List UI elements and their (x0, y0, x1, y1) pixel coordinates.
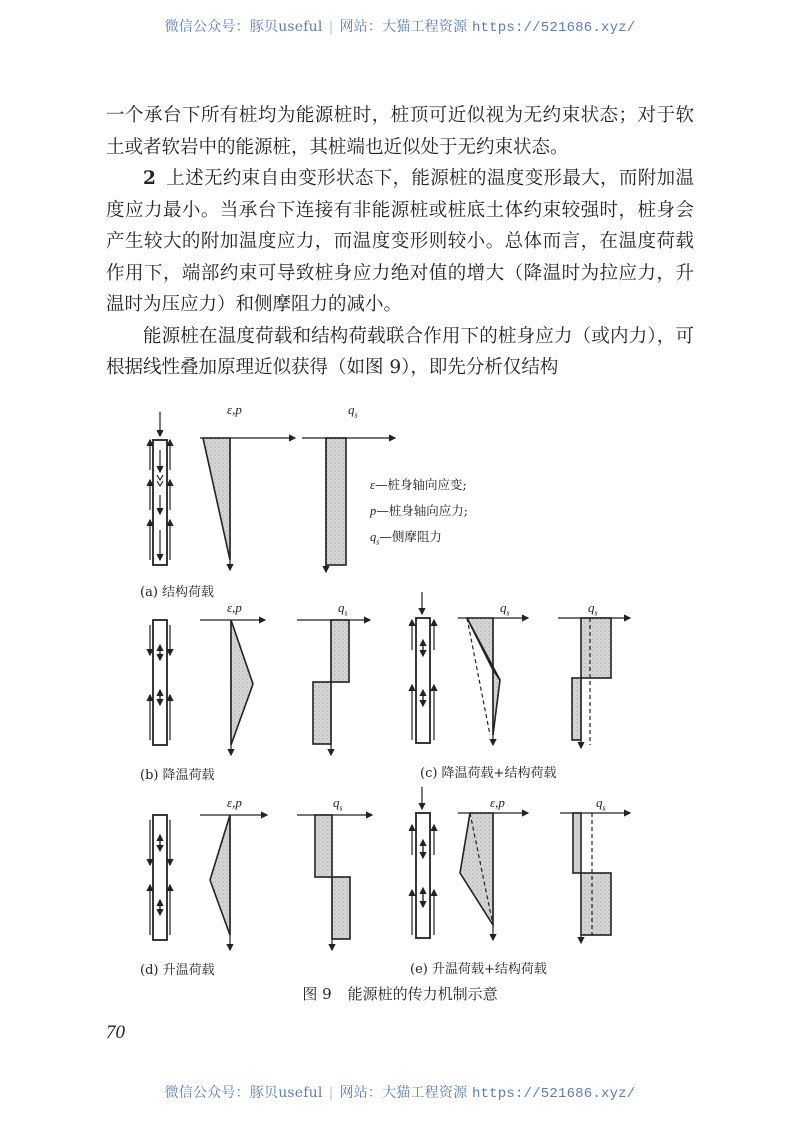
axis-label-d-strain: ε,p (227, 795, 242, 810)
watermark-top (0, 16, 800, 36)
paragraph-3: 能源桩在温度荷载和结构荷载联合作用下的桩身应力（或内力），可根据线性叠加原理近似获得（如图 9），即先分析仅结构 (106, 325, 694, 378)
watermark-bottom (0, 1082, 800, 1102)
panel-b-strain-chart (200, 620, 265, 755)
paragraph-2: 2 上述无约束自由变形状态下，能源桩的温度变形最大，而附加温度应力最小。当承台下连接有非能源桩或桩底土体约束较强时，桩身会产生较大的附加温度应力，而温度变形则较小。总体而言，在温度荷载作用下，端部约束可导致桩身应力绝对值的增大（降温时为拉应力，升温时为压应力）和侧摩阻力的减小。 (106, 168, 694, 315)
watermark-wechat: 微信公众号：豚贝useful (164, 1085, 323, 1101)
paragraph-1: 一个承台下所有桩均为能源桩时，桩顶可近似视为无约束状态；对于软土或者软岩中的能源桩，其桩端也近似处于无约束状态。 (106, 105, 694, 158)
watermark-separator: | (328, 19, 334, 35)
panel-d-strain-chart (200, 815, 267, 950)
watermark-site: 网站：大猫工程资源 (339, 19, 468, 35)
figure-legend (370, 472, 468, 556)
panel-label-b: (b) 降温荷载 (140, 768, 215, 783)
item-number: 2 (143, 168, 156, 189)
watermark-wechat: 微信公众号：豚贝useful (164, 19, 323, 35)
panel-e-pile (412, 787, 434, 938)
panel-d-pile (150, 815, 170, 940)
axis-label-c-strain: $q_s$ (500, 600, 510, 618)
panel-c-strain-chart (458, 618, 528, 745)
panel-label-e: (e) 升温荷载+结构荷载 (410, 962, 547, 977)
panel-d-friction-chart (297, 815, 372, 950)
panel-label-c: (c) 降温荷载+结构荷载 (420, 766, 557, 781)
legend-item-strain: ε—桩身轴向应变; (370, 477, 467, 492)
axis-label-a-friction: $q_s$ (348, 402, 358, 420)
page-number: 70 (106, 1022, 125, 1043)
axis-label-e-strain: ε,p (490, 795, 505, 810)
axis-label-b-friction: $q_s$ (338, 600, 348, 618)
watermark-url[interactable]: https://521686.xyz/ (471, 20, 636, 36)
figure-9 (130, 402, 650, 978)
figure-title: 能源桩的传力机制示意 (347, 985, 498, 1003)
body-text (106, 100, 694, 384)
watermark-site: 网站：大猫工程资源 (339, 1085, 468, 1101)
panel-label-d: (d) 升温荷载 (140, 963, 215, 978)
panel-b-pile (150, 620, 170, 745)
panel-a-strain-chart (200, 438, 295, 570)
watermark-separator: | (328, 1085, 334, 1101)
legend-item-stress: p—桩身轴向应力; (370, 503, 468, 518)
panel-label-a: (a) 结构荷载 (140, 585, 215, 600)
watermark-url[interactable]: https://521686.xyz/ (471, 1086, 636, 1102)
panel-e-strain-chart (458, 813, 528, 940)
legend-item-friction: $q_s—$侧摩阻力 (370, 529, 442, 547)
axis-label-b-strain: ε,p (227, 600, 242, 615)
panel-e-friction-chart (560, 813, 630, 943)
panel-a-pile (150, 412, 170, 565)
axis-label-d-friction: $q_s$ (333, 795, 343, 813)
figure-number: 图 9 (302, 985, 332, 1003)
panel-b-friction-chart (297, 620, 370, 755)
panel-c-pile (412, 592, 434, 743)
figure-caption (0, 983, 800, 1004)
axis-label-e-friction: $q_s$ (596, 795, 606, 813)
panel-c-friction-chart (558, 618, 630, 748)
axis-label-c-friction: $q_s$ (588, 600, 598, 618)
axis-label-a-strain: ε,p (227, 402, 242, 417)
